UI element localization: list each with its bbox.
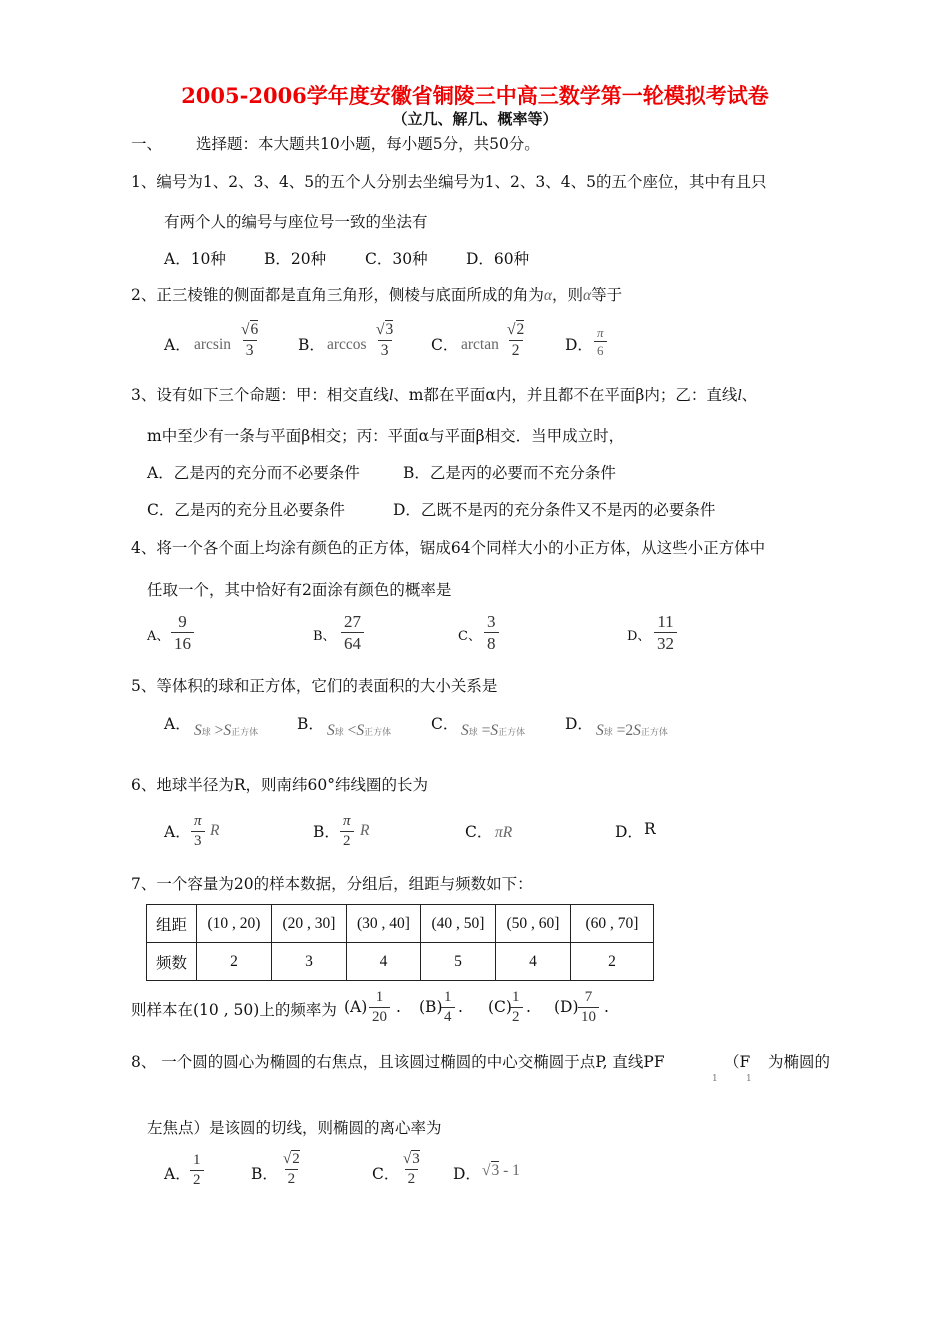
- q7-den-c: 2: [509, 1007, 523, 1025]
- q8-num-a: 1: [193, 1152, 201, 1168]
- q7-den-a: 20: [369, 1007, 390, 1025]
- q8-fraction-b: [280, 1152, 303, 1187]
- q2-six: 6: [594, 341, 607, 357]
- q8-sub-2: 1: [746, 1074, 752, 1084]
- q7-label-b: (B): [419, 998, 443, 1016]
- s: S: [356, 722, 365, 739]
- op: <: [347, 722, 357, 739]
- q4-den-a: 16: [171, 632, 194, 652]
- q4-fraction-b: [341, 613, 364, 652]
- q4-den-c: 8: [484, 632, 499, 652]
- page-title: 2005-2006学年度安徽省铜陵三中高三数学第一轮模拟考试卷: [181, 83, 769, 108]
- q3-text-a: 3、设有如下三个命题：甲：相交直线: [131, 386, 389, 404]
- q2-func-b: arccos: [327, 336, 367, 353]
- table-cell: (40 , 50]: [421, 905, 496, 943]
- q7-fraction-b: [441, 990, 455, 1025]
- q7-num-a: 1: [375, 989, 384, 1005]
- q8-fraction-a: [190, 1153, 204, 1188]
- q3-line-l-2: l: [737, 387, 742, 404]
- q7-num-b: 1: [444, 989, 452, 1005]
- q6-r-a: R: [210, 822, 220, 839]
- sqrt-sign: √: [283, 1151, 292, 1167]
- sqrt-sign: √: [482, 1162, 491, 1179]
- q3-text-b: 、m都在平面α内，并且都不在平面β内；乙：直线: [393, 386, 738, 404]
- q6-option-c: πR: [495, 824, 513, 841]
- q4-line1: 4、将一个各个面上均涂有颜色的正方体，锯成64个同样大小的小正方体，从这些小正方体中: [131, 539, 766, 557]
- frequency-table: [146, 904, 654, 981]
- q8-line1: 8、 一个圆的圆心为椭圆的右焦点，且该圆过椭圆的中心交椭圆于点P, 直线PF: [131, 1053, 665, 1071]
- q2-den-a: 3: [243, 340, 257, 359]
- q3-text-c: 、: [741, 386, 758, 404]
- q8-fraction-c: [400, 1152, 423, 1187]
- q2-fraction-c: [504, 322, 527, 358]
- q2-label-d: D．: [565, 336, 593, 354]
- table-cell: 4: [496, 943, 571, 981]
- q4-fraction-a: [171, 613, 194, 652]
- q8-radicand-c: 3: [412, 1151, 420, 1167]
- op: =2: [616, 722, 634, 739]
- q2-label-b: B．: [298, 336, 325, 354]
- section-number: 一、: [131, 135, 163, 153]
- table-cell: (30 , 40]: [347, 905, 421, 943]
- table-cell: (10 , 20): [197, 905, 272, 943]
- q2-fraction-b: [373, 322, 396, 358]
- q4-num-b: 27: [344, 612, 361, 631]
- q7-num-c: 1: [512, 989, 520, 1005]
- q7-dot-b: .: [458, 998, 463, 1016]
- q8-label-d: D．: [453, 1165, 481, 1183]
- table-row: [147, 943, 654, 981]
- q3-option-b: B．乙是丙的必要而不充分条件: [403, 464, 616, 482]
- q7-den-b: 4: [441, 1007, 455, 1025]
- q6-label-d: D．: [615, 823, 643, 841]
- page-subtitle: （立几、解几、概率等）: [392, 110, 558, 128]
- q3-option-d: D．乙既不是丙的充分条件又不是丙的必要条件: [393, 501, 716, 519]
- q1-line2: 有两个人的编号与座位号一致的坐法有: [164, 213, 428, 231]
- q7-label-d: (D): [554, 998, 579, 1016]
- q5-label-b: B．: [297, 715, 324, 733]
- q8-label-a: A．: [164, 1165, 191, 1183]
- q2-fraction-a: [238, 322, 261, 358]
- op: >: [214, 722, 224, 739]
- q7-ask: 则样本在(10 , 50)上的频率为: [131, 1001, 337, 1019]
- q5-label-a: A．: [164, 715, 191, 733]
- q8-label-b: B．: [251, 1165, 278, 1183]
- sub-ball: 球: [201, 727, 211, 737]
- table-cell: 5: [421, 943, 496, 981]
- table-cell: (60 , 70]: [571, 905, 654, 943]
- table-row: [147, 905, 654, 943]
- q7-fraction-d: [578, 990, 599, 1025]
- q2-den-c: 2: [509, 340, 523, 359]
- s: S: [633, 722, 641, 739]
- q4-den-d: 32: [654, 632, 677, 652]
- q8-radicand-b: 2: [292, 1151, 300, 1167]
- sqrt-sign: √: [403, 1151, 412, 1167]
- q4-fraction-c: [484, 613, 499, 652]
- table-header-cell: 组距: [147, 905, 197, 943]
- q4-label-c: C、: [458, 629, 481, 644]
- table-cell: 2: [571, 943, 654, 981]
- q6-r-b: R: [360, 822, 370, 839]
- sub-ball: 球: [334, 727, 344, 737]
- q2-text-a: 2、正三棱锥的侧面都是直角三角形，侧棱与底面所成的角为: [131, 286, 544, 304]
- s: S: [490, 722, 499, 739]
- q8-den-b: 2: [285, 1169, 299, 1187]
- q2-radicand-b: 3: [385, 321, 394, 338]
- section-instructions: 选择题：本大题共10小题，每小题5分，共50分。: [196, 135, 540, 153]
- q6-den-b: 2: [340, 831, 354, 849]
- sub-cube: 正方体: [364, 727, 392, 737]
- q4-num-a: 9: [178, 612, 187, 631]
- sub-cube: 正方体: [498, 727, 526, 737]
- q2-radicand-c: 2: [516, 321, 525, 338]
- s: S: [461, 722, 469, 739]
- q1-option-d: D．60种: [466, 250, 530, 268]
- q2-text-c: 等于: [591, 286, 623, 304]
- q2-func-c: arctan: [461, 336, 499, 353]
- q7-label-c: (C): [488, 998, 512, 1016]
- table-cell: (20 , 30]: [272, 905, 347, 943]
- q5-label-c: C．: [431, 715, 459, 733]
- sqrt-sign: √: [507, 321, 516, 338]
- table-cell: 4: [347, 943, 421, 981]
- q4-label-b: B、: [313, 629, 336, 644]
- sub-ball: 球: [603, 727, 613, 737]
- q2-pi: π: [597, 325, 604, 340]
- sub-cube: 正方体: [231, 727, 259, 737]
- q2-fraction-d: [594, 326, 607, 357]
- q4-label-d: D、: [627, 629, 651, 644]
- q3-line-l-1: l: [388, 387, 394, 404]
- q2-alpha-1: α: [543, 287, 553, 304]
- q2-den-b: 3: [378, 340, 392, 359]
- q6-pi-a: π: [194, 813, 202, 829]
- q5-expr-d: [596, 722, 668, 740]
- op: =: [481, 722, 491, 739]
- q2-label-a: A．: [164, 336, 191, 354]
- table-cell: 3: [272, 943, 347, 981]
- q6-label-c: C．: [465, 823, 493, 841]
- q3-option-c: C．乙是丙的充分且必要条件: [147, 501, 345, 519]
- q8-line2: 左焦点）是该圆的切线，则椭圆的离心率为: [147, 1119, 442, 1137]
- q2-label-c: C．: [431, 336, 459, 354]
- q7-label-a: (A): [344, 998, 368, 1016]
- q1-option-c: C．30种: [365, 250, 428, 268]
- sub-ball: 球: [468, 727, 478, 737]
- q6-den-a: 3: [191, 831, 205, 849]
- q6-fraction-b: [340, 814, 354, 849]
- q1-option-b: B．20种: [264, 250, 327, 268]
- q7-den-d: 10: [578, 1007, 599, 1025]
- q8-tail-d: - 1: [499, 1162, 520, 1179]
- q8-line1-b: （F: [724, 1053, 751, 1071]
- q8-line1-c: 为椭圆的: [768, 1053, 831, 1071]
- q1-option-a: A．10种: [164, 250, 226, 268]
- q1-line1: 1、编号为1、2、3、4、5的五个人分别去坐编号为1、2、3、4、5的五个座位，其中有且只: [131, 173, 767, 191]
- q7-fraction-a: [369, 990, 390, 1025]
- q7-dot-d: .: [604, 998, 609, 1016]
- q2-text-b: ，则: [552, 286, 584, 304]
- q4-fraction-d: [654, 613, 677, 652]
- q2-radicand-a: 6: [250, 321, 259, 338]
- s: S: [327, 722, 335, 739]
- s: S: [223, 722, 232, 739]
- q4-line2: 任取一个，其中恰好有2面涂有颜色的概率是: [147, 581, 452, 599]
- q6-fraction-a: [191, 814, 205, 849]
- table-header-cell: 频数: [147, 943, 197, 981]
- q3-line2: m中至少有一条与平面β相交；丙：平面α与平面β相交．当甲成立时，: [147, 427, 625, 445]
- q8-den-c: 2: [405, 1169, 419, 1187]
- q3-option-a: A．乙是丙的充分而不必要条件: [147, 464, 360, 482]
- sqrt-sign: √: [241, 321, 250, 338]
- q5-stem: 5、等体积的球和正方体，它们的表面积的大小关系是: [131, 677, 498, 695]
- q3-line1: [131, 383, 757, 405]
- sub-cube: 正方体: [640, 727, 668, 737]
- q6-stem: 6、地球半径为R，则南纬60°纬线圈的长为: [131, 776, 429, 794]
- q4-num-d: 11: [657, 612, 674, 631]
- q4-num-c: 3: [487, 612, 496, 631]
- q5-expr-b: [327, 722, 391, 740]
- q8-option-d: [482, 1162, 520, 1180]
- q7-fraction-c: [509, 990, 523, 1025]
- q8-den-a: 2: [190, 1170, 204, 1188]
- q7-dot-c: .: [526, 998, 531, 1016]
- q6-pi-b: π: [343, 813, 351, 829]
- q5-expr-a: [194, 722, 258, 740]
- sqrt-sign: √: [376, 321, 385, 338]
- q5-expr-c: [461, 722, 525, 740]
- q5-label-d: D．: [565, 715, 593, 733]
- q8-label-c: C．: [372, 1165, 400, 1183]
- q6-label-b: B．: [313, 823, 340, 841]
- s: S: [596, 722, 604, 739]
- table-cell: (50 , 60]: [496, 905, 571, 943]
- q8-radicand-d: 3: [491, 1162, 500, 1179]
- q8-sub-1: 1: [712, 1074, 718, 1084]
- q6-label-a: A．: [164, 823, 191, 841]
- table-cell: 2: [197, 943, 272, 981]
- q7-stem: 7、一个容量为20的样本数据，分组后，组距与频数如下：: [131, 875, 533, 893]
- q4-label-a: A、: [147, 629, 170, 644]
- q7-num-d: 7: [584, 989, 593, 1005]
- s: S: [194, 722, 202, 739]
- q7-dot-a: .: [396, 998, 401, 1016]
- q2-alpha-2: α: [583, 287, 592, 304]
- q2-stem: [131, 283, 622, 305]
- q2-func-a: arcsin: [194, 336, 232, 353]
- q4-den-b: 64: [341, 632, 364, 652]
- q6-option-d: R: [644, 820, 656, 838]
